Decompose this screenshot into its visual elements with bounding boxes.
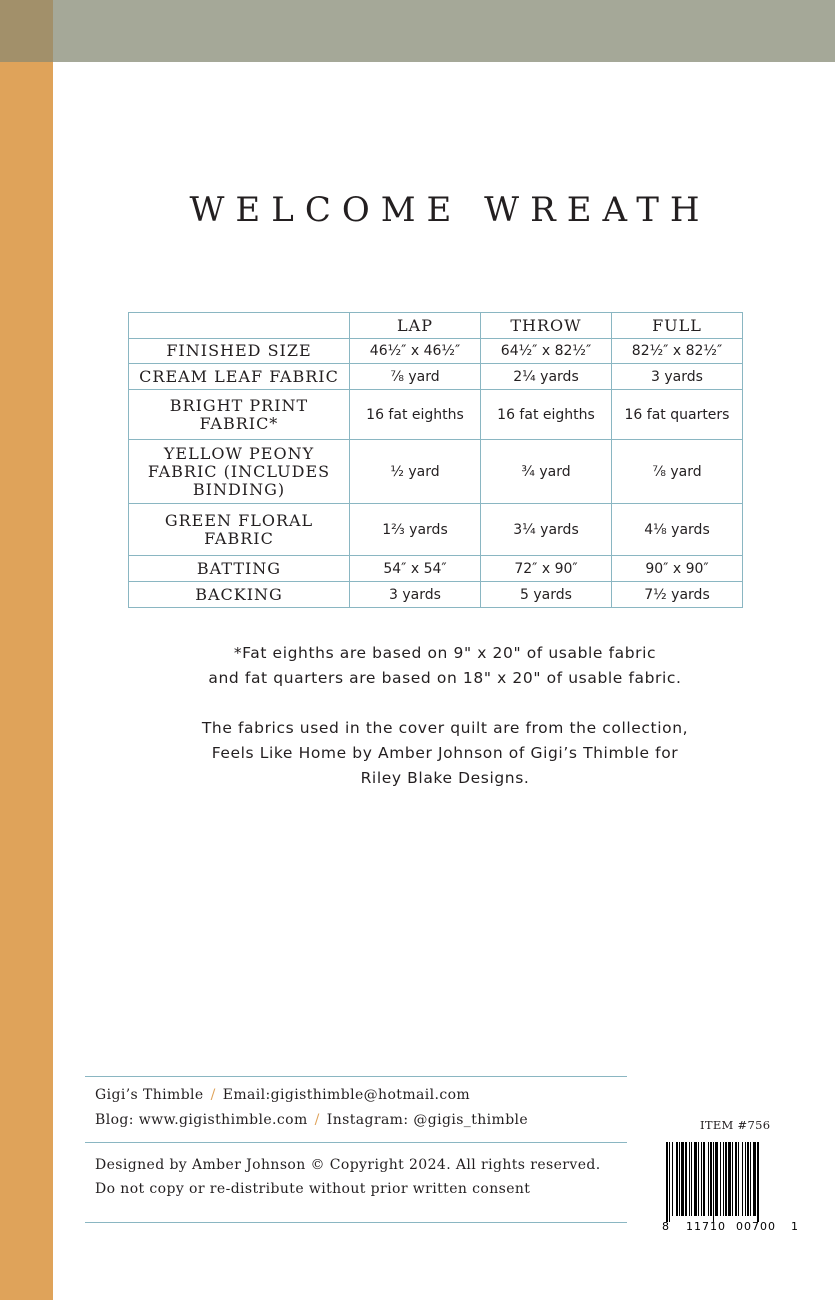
barcode-bar [725, 1142, 727, 1216]
cell-value: 2¼ yards [481, 364, 612, 390]
barcode-bar [750, 1142, 751, 1216]
cell-value: 3 yards [350, 582, 481, 608]
fabric-collection-note [140, 716, 750, 791]
blog-link[interactable]: Blog: www.gigisthimble.com [95, 1112, 308, 1128]
note-line: *Fat eighths are based on 9" x 20" of usable fabric [233, 644, 657, 662]
cell-value: 3¼ yards [481, 504, 612, 556]
barcode-bar [710, 1142, 712, 1216]
table-row [129, 582, 743, 608]
barcode-bar [757, 1142, 759, 1222]
barcode-bar [691, 1142, 692, 1216]
barcode-bar [679, 1142, 680, 1216]
barcode-icon [660, 1140, 800, 1232]
top-corner-block [0, 0, 53, 62]
barcode-bar [738, 1142, 739, 1216]
barcode-bar [720, 1142, 721, 1216]
top-color-band [0, 0, 835, 62]
barcode-bar [713, 1142, 714, 1222]
row-label: BRIGHT PRINT FABRIC* [129, 390, 350, 440]
cell-value: 16 fat quarters [612, 390, 743, 440]
column-header-lap: LAP [350, 313, 481, 339]
cell-value: 64½″ x 82½″ [481, 339, 612, 364]
cell-value: 5 yards [481, 582, 612, 608]
barcode-bar [694, 1142, 697, 1216]
barcode-bar [708, 1142, 709, 1216]
row-label: CREAM LEAF FABRIC [129, 364, 350, 390]
cell-value: ⅞ yard [350, 364, 481, 390]
barcode-bar [681, 1142, 684, 1216]
item-number: ITEM #756 [700, 1118, 771, 1132]
table-row [129, 364, 743, 390]
row-label: GREEN FLORAL FABRIC [129, 504, 350, 556]
table-row [129, 556, 743, 582]
barcode-bar [676, 1142, 678, 1216]
row-label: BACKING [129, 582, 350, 608]
side-color-band [0, 62, 53, 1300]
fabric-requirements-table [128, 312, 743, 608]
barcode-bar [732, 1142, 733, 1216]
cell-value: 82½″ x 82½″ [612, 339, 743, 364]
cell-value: 4⅛ yards [612, 504, 743, 556]
barcode-digits-right: 00700 [736, 1220, 776, 1232]
barcode-bar [672, 1142, 673, 1216]
barcode-bar [689, 1142, 690, 1216]
distribution-notice: Do not copy or re-distribute without prior written consent [95, 1181, 531, 1197]
footer-divider-top [85, 1076, 627, 1077]
footer-divider-middle [85, 1142, 627, 1143]
row-label: FINISHED SIZE [129, 339, 350, 364]
table-row [129, 440, 743, 504]
barcode-bar [742, 1142, 743, 1216]
barcode-bar [747, 1142, 749, 1216]
barcode-bars [666, 1142, 759, 1222]
barcode-bar [669, 1142, 670, 1222]
page-title: WELCOME WREATH [189, 190, 711, 230]
cell-value: ½ yard [350, 440, 481, 504]
cell-value: 7½ yards [612, 582, 743, 608]
barcode-bar [703, 1142, 705, 1216]
footer-divider-bottom [85, 1222, 627, 1223]
barcode-bar [685, 1142, 687, 1216]
barcode-bar [753, 1142, 756, 1216]
row-label: YELLOW PEONY FABRIC (INCLUDES BINDING) [129, 440, 350, 504]
barcode-bar [728, 1142, 731, 1216]
cell-value: 54″ x 54″ [350, 556, 481, 582]
barcode-bar [666, 1142, 668, 1222]
footer-contact-line-1 [95, 1087, 470, 1103]
copyright-line: Designed by Amber Johnson © Copyright 2024. All rights reserved. [95, 1157, 601, 1173]
cell-value: 16 fat eighths [350, 390, 481, 440]
separator-slash: / [210, 1087, 216, 1103]
barcode-bar [701, 1142, 702, 1216]
barcode-bar [745, 1142, 746, 1216]
barcode-digit-last: 1 [791, 1220, 798, 1232]
cell-value: 72″ x 90″ [481, 556, 612, 582]
cell-value: 90″ x 90″ [612, 556, 743, 582]
column-header-throw: THROW [481, 313, 612, 339]
table-row [129, 339, 743, 364]
cell-value: 1⅔ yards [350, 504, 481, 556]
note-line: and fat quarters are based on 18" x 20" of usable fabric. [208, 669, 682, 687]
row-label: BATTING [129, 556, 350, 582]
barcode-digit-first: 8 [662, 1220, 669, 1232]
table-header-row [129, 313, 743, 339]
header-empty-cell [129, 313, 350, 339]
barcode-bar [715, 1142, 718, 1216]
barcode-digits-left: 11710 [686, 1220, 726, 1232]
footer-contact-line-2 [95, 1112, 528, 1128]
cell-value: ¾ yard [481, 440, 612, 504]
barcode-bar [735, 1142, 737, 1216]
fat-quarter-note [140, 641, 750, 691]
note-line: The fabrics used in the cover quilt are from the collection, [201, 719, 689, 737]
cell-value: 3 yards [612, 364, 743, 390]
barcode-bar [698, 1142, 699, 1216]
column-header-full: FULL [612, 313, 743, 339]
table-row [129, 390, 743, 440]
email-link[interactable]: Email:gigisthimble@hotmail.com [222, 1087, 471, 1103]
brand-name: Gigi’s Thimble [95, 1087, 204, 1103]
instagram-link[interactable]: Instagram: @gigis_thimble [326, 1112, 529, 1128]
cell-value: 46½″ x 46½″ [350, 339, 481, 364]
note-line: Riley Blake Designs. [360, 769, 530, 787]
separator-slash: / [314, 1112, 320, 1128]
cell-value: ⅞ yard [612, 440, 743, 504]
barcode-bar [723, 1142, 724, 1216]
note-line: Feels Like Home by Amber Johnson of Gigi’s Thimble for [211, 744, 679, 762]
table-row [129, 504, 743, 556]
cell-value: 16 fat eighths [481, 390, 612, 440]
